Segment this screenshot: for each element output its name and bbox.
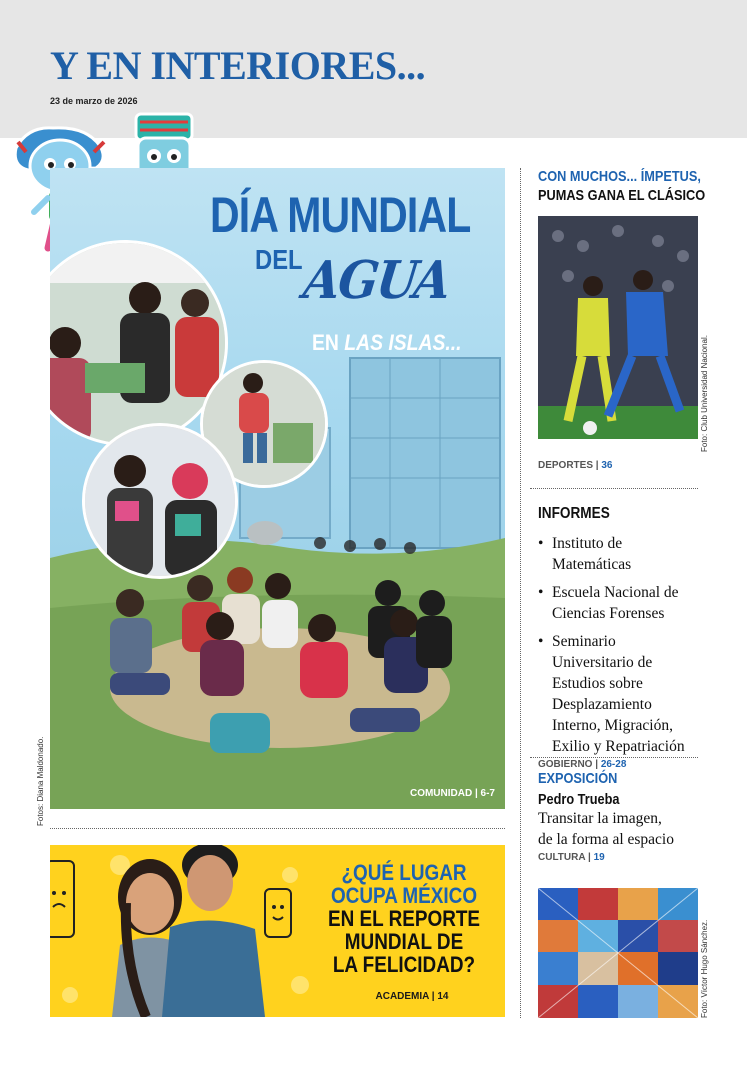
feature-title-line4-prefix: EN <box>312 330 339 355</box>
photo-circle-students <box>82 423 238 579</box>
informes-item[interactable]: • Instituto de Matemáticas <box>538 533 698 575</box>
sports-kicker: CON MUCHOS... ÍMPETUS, <box>538 168 701 185</box>
feature-title-line4 <box>312 330 462 356</box>
feature-title-line1: DÍA MUNDIAL <box>210 187 471 243</box>
feature-photo-credit: Fotos: Diana Maldonado. <box>36 736 45 826</box>
divider-horizontal <box>50 828 505 829</box>
feature-section-ref[interactable]: COMUNIDAD | 6-7 <box>409 788 495 799</box>
happiness-line1: ¿QUÉ LUGAR <box>341 860 467 885</box>
divider-vertical <box>520 168 521 1018</box>
happiness-line2: OCUPA MÉXICO <box>330 883 478 908</box>
feature-title-line3: AGUA <box>300 250 453 311</box>
exposicion-line1: Transitar la imagen, <box>538 810 662 827</box>
sports-headline: PUMAS GANA EL CLÁSICO <box>538 187 706 204</box>
exposicion-name: Pedro Trueba <box>538 791 620 808</box>
informes-item[interactable]: • Escuela Nacional de Ciencias Forenses <box>538 582 698 624</box>
happiness-section-ref[interactable]: ACADEMIA | 14 <box>375 991 449 1002</box>
informes-title: INFORMES <box>538 505 610 522</box>
exposicion-photo-credit: Foto: Víctor Hugo Sánchez. <box>700 919 709 1018</box>
divider-right-1 <box>530 488 698 489</box>
sports-story[interactable] <box>538 168 706 204</box>
exposicion-page: 19 <box>593 852 605 863</box>
informes-block[interactable]: INFORMES • Instituto de Matemáticas • Escuela Nacional de Ciencias Forenses • Seminario Universitario de Estudios sobre Desplazamiento Interno, Migración, Exilio y Repatriación GOBIERNO | 26-28 <box>538 505 698 770</box>
informes-pages: 26-28 <box>600 759 627 770</box>
happiness-report-promo[interactable] <box>50 845 505 1017</box>
page-title: Y EN INTERIORES... <box>50 43 426 88</box>
divider-right-2 <box>530 757 698 758</box>
happiness-line4: MUNDIAL DE <box>344 929 464 954</box>
sports-photo-credit: Foto: Club Universidad Nacional. <box>700 335 709 452</box>
feature-title-line2: DEL <box>255 244 303 275</box>
sports-page: 36 <box>601 460 613 471</box>
exposicion-artwork <box>538 888 698 1018</box>
happiness-line5: LA FELICIDAD? <box>332 952 476 977</box>
exposicion-block[interactable]: EXPOSICIÓN Pedro Trueba Transitar la imagen, de la forma al espacio CULTURA | 19 <box>538 770 698 863</box>
informes-list <box>538 533 698 757</box>
happiness-line3: EN EL REPORTE <box>327 906 481 931</box>
sports-photo <box>538 216 698 439</box>
sports-section: DEPORTES <box>538 460 594 471</box>
informes-item[interactable]: • Seminario Universitario de Estudios sobre Desplazamiento Interno, Migración, Exilio y Repatriación <box>538 631 698 757</box>
informes-section: GOBIERNO <box>538 759 593 770</box>
happiness-question <box>321 861 486 976</box>
exposicion-line2: de la forma al espacio <box>538 831 674 848</box>
exposicion-kicker: EXPOSICIÓN <box>538 770 618 787</box>
feature-photo-credit-wrap <box>36 736 46 926</box>
feature-water-day[interactable] <box>50 168 505 809</box>
sports-ref[interactable]: DEPORTES | 36 <box>538 460 613 471</box>
page-date: 23 de marzo de 2026 <box>50 96 138 106</box>
exposicion-section: CULTURA <box>538 852 586 863</box>
feature-title-line4-italic: LAS ISLAS... <box>344 330 462 355</box>
